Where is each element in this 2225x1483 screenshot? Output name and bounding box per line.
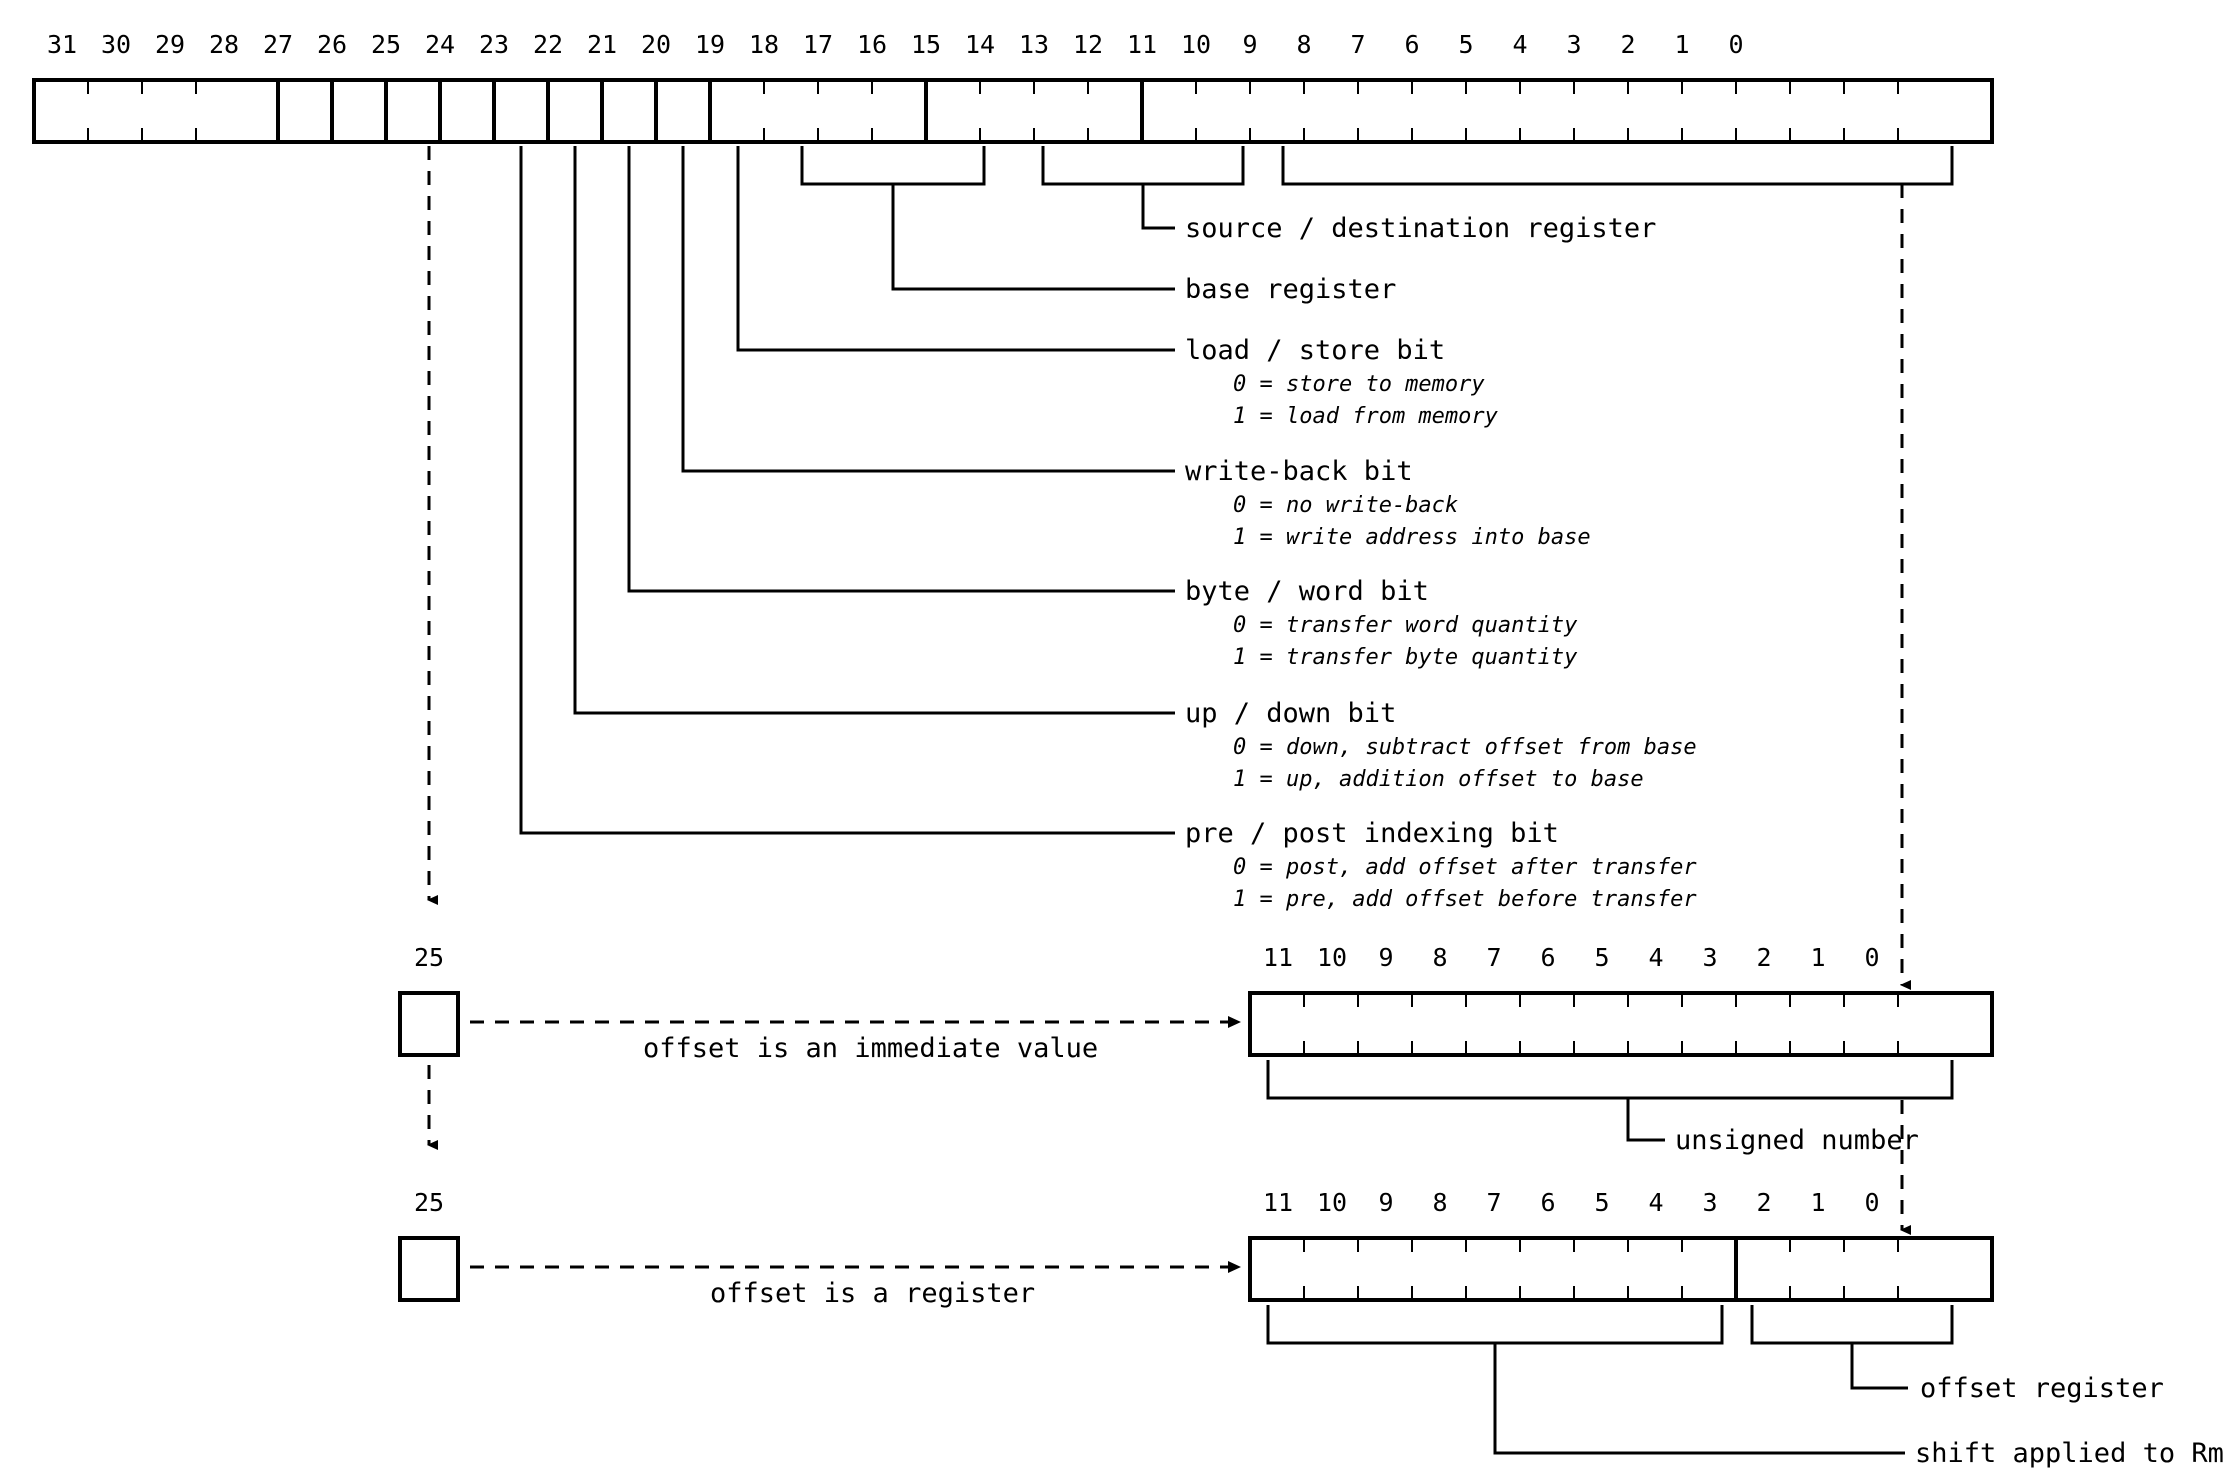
bit-number-29: 29: [154, 30, 186, 59]
imm-bit-number-5: 5: [1594, 943, 1610, 972]
reg-bit-number-0: 0: [1864, 1188, 1880, 1217]
annotation-note-pre-post-1: 1 = pre, add offset before transfer: [1233, 887, 1697, 912]
bit-number-9: 9: [1242, 30, 1258, 59]
annotation-note-byte-word-1: 1 = transfer byte quantity: [1233, 645, 1578, 670]
variant-immediate-bit-label: 25: [413, 943, 445, 972]
reg-bit-number-3: 3: [1702, 1188, 1718, 1217]
bit-number-5: 5: [1458, 30, 1474, 59]
bit-number-18: 18: [748, 30, 780, 59]
reg-bit-number-9: 9: [1378, 1188, 1394, 1217]
reg-bit-number-2: 2: [1756, 1188, 1772, 1217]
leader-load-store-bit: [738, 146, 1175, 350]
imm-bit-number-2: 2: [1756, 943, 1772, 972]
bit-number-24: 24: [424, 30, 456, 59]
imm-bit-number-10: 10: [1316, 943, 1348, 972]
instruction-word-box: [34, 80, 1992, 142]
bit-number-0: 0: [1728, 30, 1744, 59]
reg-bit-number-11: 11: [1262, 1188, 1294, 1217]
leader-base-register: [893, 184, 1175, 289]
bit-number-8: 8: [1296, 30, 1312, 59]
bit-number-27: 27: [262, 30, 294, 59]
annotation-title-load-store-bit: load / store bit: [1185, 335, 1446, 366]
bit-number-16: 16: [856, 30, 888, 59]
bit-number-14: 14: [964, 30, 996, 59]
bit-number-31: 31: [46, 30, 78, 59]
annotation-title-byte-word-bit: byte / word bit: [1185, 576, 1429, 607]
variant-register-bracket-label-offset-register: offset register: [1920, 1373, 2164, 1404]
bit-number-19: 19: [694, 30, 726, 59]
bit-number-6: 6: [1404, 30, 1420, 59]
imm-bit-number-3: 3: [1702, 943, 1718, 972]
annotation-title-source-destination-register: source / destination register: [1185, 213, 1657, 244]
annotation-title-write-back-bit: write-back bit: [1185, 456, 1413, 487]
bit-number-1: 1: [1674, 30, 1690, 59]
variant-immediate-note: offset is an immediate value: [643, 1033, 1099, 1064]
bit-number-20: 20: [640, 30, 672, 59]
reg-bit-number-5: 5: [1594, 1188, 1610, 1217]
reg-bit-number-10: 10: [1316, 1188, 1348, 1217]
leader-pre-post-indexing-bit: [521, 146, 1175, 833]
bit-number-23: 23: [478, 30, 510, 59]
bit-number-15: 15: [910, 30, 942, 59]
leader-shift-applied-to-rm: [1495, 1343, 1905, 1453]
leader-source-destination-register: [1143, 184, 1175, 228]
bit-number-28: 28: [208, 30, 240, 59]
bit-number-25: 25: [370, 30, 402, 59]
annotation-note-byte-word-0: 0 = transfer word quantity: [1233, 613, 1578, 638]
annotation-title-pre-post-indexing-bit: pre / post indexing bit: [1185, 818, 1559, 849]
variant-immediate-boxes: [400, 993, 1992, 1140]
imm-bit-number-7: 7: [1486, 943, 1502, 972]
annotation-note-load-store-1: 1 = load from memory: [1233, 404, 1498, 429]
bit-number-7: 7: [1350, 30, 1366, 59]
bit-number-12: 12: [1072, 30, 1104, 59]
imm-bit-number-9: 9: [1378, 943, 1394, 972]
imm-bit-number-1: 1: [1810, 943, 1826, 972]
annotation-note-write-back-1: 1 = write address into base: [1233, 525, 1591, 550]
imm-bit-number-0: 0: [1864, 943, 1880, 972]
imm-bit-number-4: 4: [1648, 943, 1664, 972]
imm-bit-number-11: 11: [1262, 943, 1294, 972]
leader-offset-register: [1852, 1343, 1908, 1388]
bit-number-26: 26: [316, 30, 348, 59]
leader-write-back-bit: [683, 146, 1175, 471]
reg-bit-number-7: 7: [1486, 1188, 1502, 1217]
variant-immediate-bracket-label: unsigned number: [1675, 1125, 1919, 1156]
reg-bit-number-4: 4: [1648, 1188, 1664, 1217]
imm-bit-number-8: 8: [1432, 943, 1448, 972]
annotation-note-up-down-1: 1 = up, addition offset to base: [1233, 767, 1644, 792]
bit-number-2: 2: [1620, 30, 1636, 59]
leader-unsigned-number: [1628, 1098, 1665, 1140]
variant-register-bit-label: 25: [413, 1188, 445, 1217]
variant-register-note: offset is a register: [710, 1278, 1036, 1309]
annotation-title-up-down-bit: up / down bit: [1185, 698, 1397, 729]
bit-number-3: 3: [1566, 30, 1582, 59]
leader-up-down-bit: [575, 146, 1175, 713]
imm-bit-number-6: 6: [1540, 943, 1556, 972]
annotation-note-load-store-0: 0 = store to memory: [1233, 372, 1485, 397]
bit-number-11: 11: [1126, 30, 1158, 59]
bit-number-30: 30: [100, 30, 132, 59]
reg-bit-number-1: 1: [1810, 1188, 1826, 1217]
variant-register-bracket-label-shift-applied: shift applied to Rm: [1915, 1438, 2224, 1469]
variant-register-boxes: [400, 1238, 1992, 1453]
bit-number-13: 13: [1018, 30, 1050, 59]
reg-bit-number-8: 8: [1432, 1188, 1448, 1217]
field-brackets: [802, 146, 1952, 184]
bit-number-4: 4: [1512, 30, 1528, 59]
annotation-note-up-down-0: 0 = down, subtract offset from base: [1233, 735, 1697, 760]
annotation-title-base-register: base register: [1185, 274, 1397, 305]
reg-bit-number-6: 6: [1540, 1188, 1556, 1217]
bit-number-21: 21: [586, 30, 618, 59]
leader-byte-word-bit: [629, 146, 1175, 591]
bit-number-22: 22: [532, 30, 564, 59]
bit-number-17: 17: [802, 30, 834, 59]
bit-number-10: 10: [1180, 30, 1212, 59]
annotation-note-pre-post-0: 0 = post, add offset after transfer: [1233, 855, 1697, 880]
annotation-note-write-back-0: 0 = no write-back: [1233, 493, 1459, 518]
